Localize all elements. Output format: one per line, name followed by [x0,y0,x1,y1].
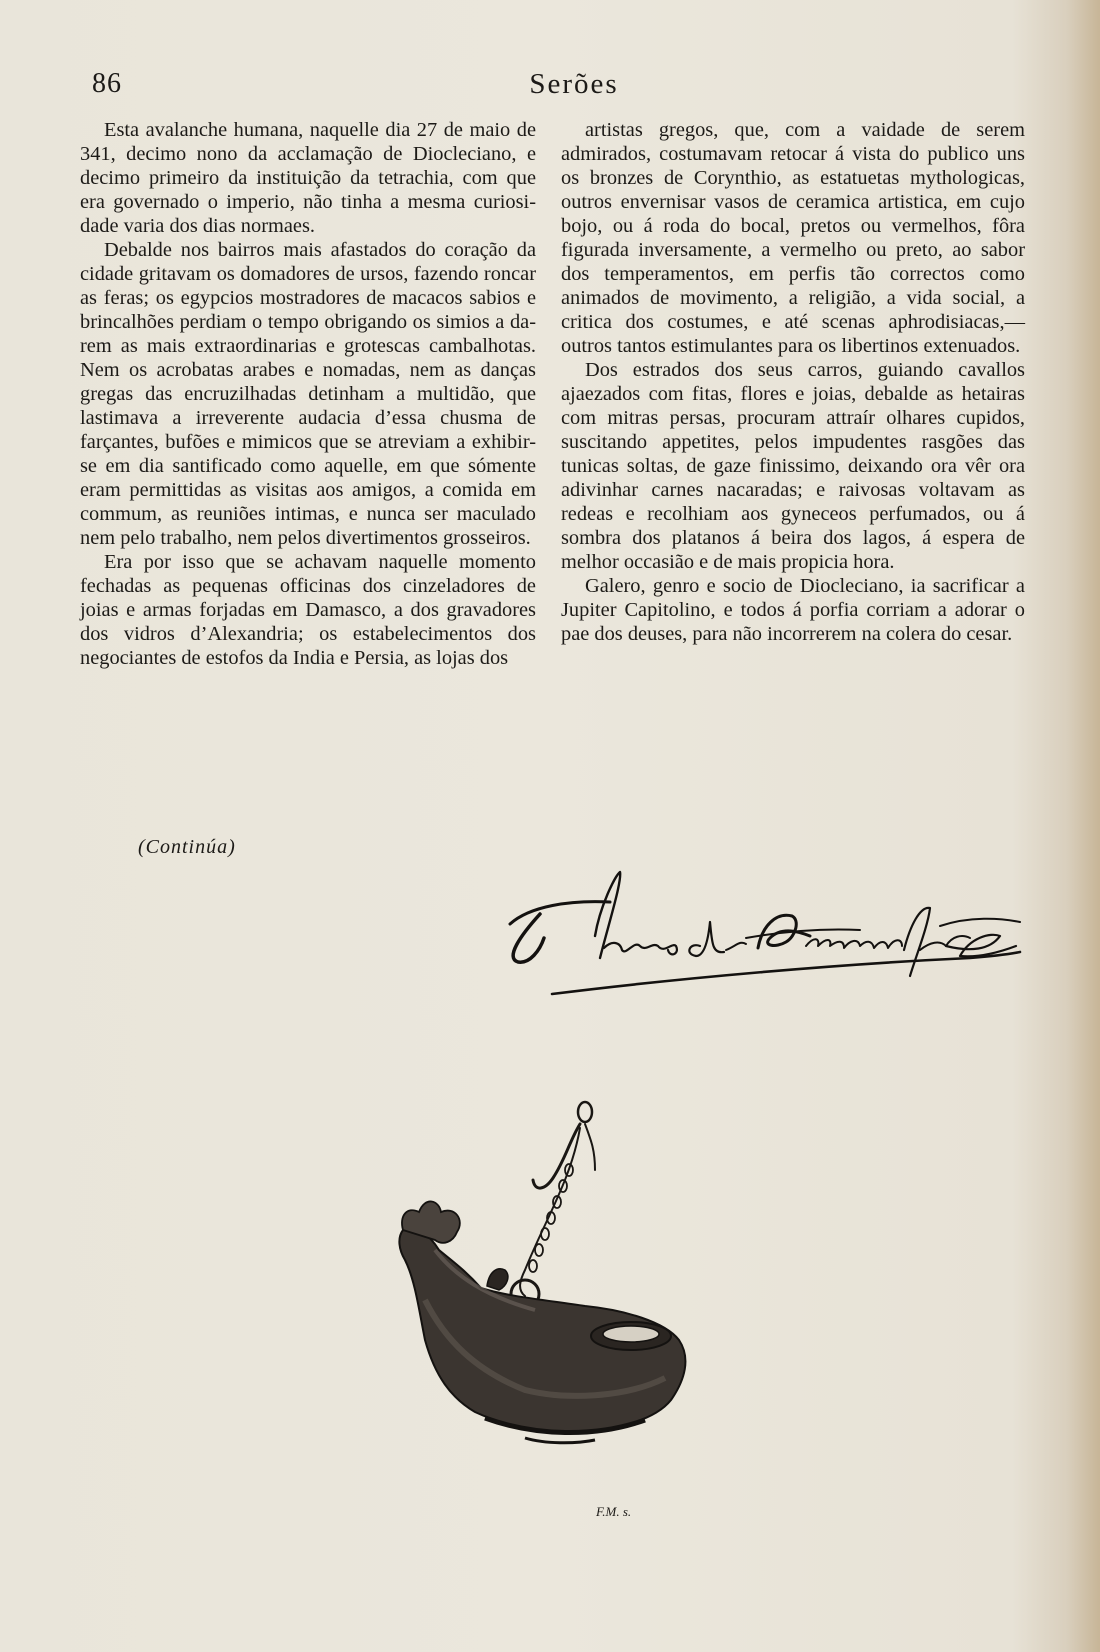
running-title: Serões [529,68,619,100]
right-paragraph-2: Dos estrados dos seus carros, guiando cavallos ajaezados com fitas, flores e joias, debalde as hetairas com mitras persas, procuram attraír olhares cupidos, suscitando appetites, pelos impudentes rasgões das tunicas soltas, de gaze finissimo, deixando ora vêr ora adivinhar carnes nacaradas; e raivosas voltavam as redeas e recolhiam aos gyneceos perfumados, ou á sombra dos platanos á beira dos lagos, á espera de melhor occasião e de mais propicia hora. [561,359,1025,573]
right-paragraph-3: Galero, genro e socio de Diocleciano, ia sacrificar a Jupiter Capitolino, e todos á porfia corriam a adorar o pae dos deuses, para não incorrerem na colera do cesar. [561,575,1025,645]
right-column [561,118,1025,646]
left-paragraph-1: Esta avalanche humana, naquelle dia 27 de maio de 341, decimo nono da acclamação de Diocleciano, e decimo primeiro da instituição da tetrachia, com que era governado o imperio, não tinha a mesma curiosidade varia dos dias normaes. [80,119,536,237]
continuation-note: (Continúa) [138,836,236,858]
left-paragraph-2: Debalde nos bairros mais afastados do coração da cidade gritavam os domadores de ursos, fazendo roncar as feras; os egypcios mostradores de macacos sabios e brincalhões perdiam o tempo obrigando os simios a darem as mais extraordinarias e grotescas cambalhotas. Nem os acrobatas arabes e nomadas, nem as danças gregas das encruzilhadas detinham a multidão, que lastimava a irreverente audacia d’essa chusma de farçantes, bufões e mimicos que se atreviam a exhibir-se em dia santificado como aquelle, em que sómente eram permittidas as visitas aos amigos, a comida em commum, as reuniões intimas, e nunca ser maculado nem pelo trabalho, nem pelos divertimentos grosseiros. [80,239,536,549]
page-number: 86 [92,68,122,99]
left-column [80,118,536,670]
hanging-oil-lamp-illustration [395,1100,695,1560]
left-paragraph-3: Era por isso que se achavam naquelle momento fechadas as pequenas officinas dos cinzeladores de joias e armas forjadas em Damasco, a dos gravadores dos vidros d’Alexandria; os estabelecimentos dos negociantes de estofos da India e Persia, as lojas dos [80,551,536,669]
page-header [92,68,1006,108]
author-signature [500,866,1030,1006]
illustration-artist-mark: F.M. s. [596,1504,632,1519]
right-paragraph-1: artistas gregos, que, com a vaidade de serem admirados, costumavam retocar á vista do publico uns os bronzes de Corynthio, as estatuetas mythologicas, outros envernisar vasos de ceramica artistica, em cujo bojo, ou á roda do bocal, pretos ou vermelhos, fôra figurada inversamente, a vermelho ou preto, ao sabor dos temperamentos, em perfis tão correctos como animados de movimento, a religião, a vida social, a critica dos costumes, e até scenas aphrodisiacas,—outros tantos estimulantes para os libertinos extenuados. [561,119,1025,357]
